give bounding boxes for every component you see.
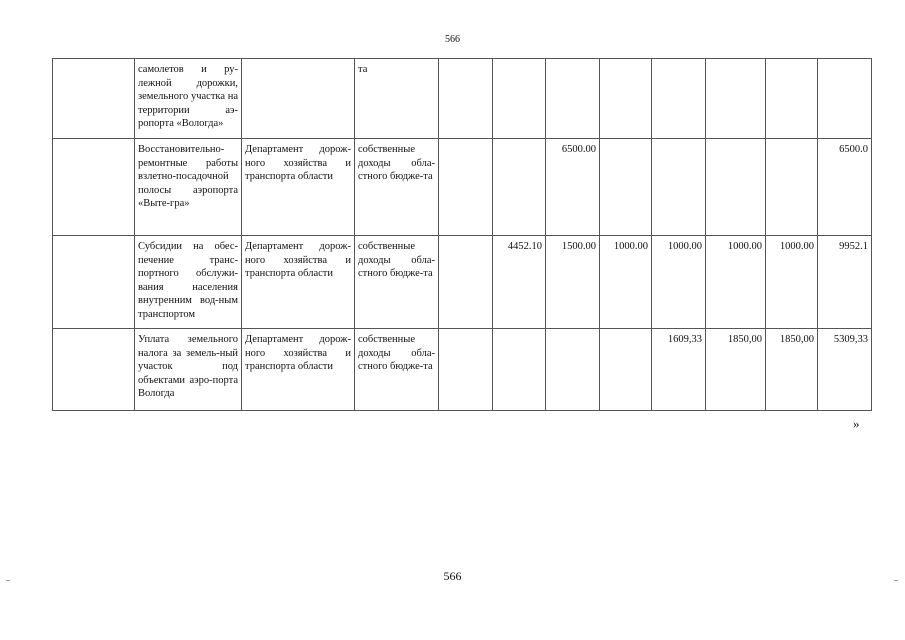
value-cell: 1609,33 bbox=[652, 329, 706, 411]
value-cell bbox=[439, 59, 493, 139]
value-cell bbox=[600, 329, 652, 411]
value-cell bbox=[652, 59, 706, 139]
table-row bbox=[53, 329, 872, 411]
value-cell bbox=[493, 59, 546, 139]
department-cell: Департамент дорож-ного хозяйства и транспорта области bbox=[242, 329, 355, 411]
scan-edge-mark-right bbox=[894, 580, 898, 581]
value-cell bbox=[439, 236, 493, 329]
row-number-cell bbox=[53, 59, 135, 139]
value-cell: 1850,00 bbox=[766, 329, 818, 411]
department-cell: Департамент дорож-ного хозяйства и транспорта области bbox=[242, 139, 355, 236]
page-number-bottom: 566 bbox=[443, 569, 462, 583]
row-number-cell bbox=[53, 329, 135, 411]
measure-name-cell: Уплата земельного налога за земель-ный участок под объектами аэро-порта Вологда bbox=[135, 329, 242, 411]
total-cell: 9952.1 bbox=[818, 236, 872, 329]
closing-quote: » bbox=[853, 416, 860, 431]
value-cell bbox=[546, 329, 600, 411]
value-cell: 1000.00 bbox=[652, 236, 706, 329]
value-cell: 1850,00 bbox=[706, 329, 766, 411]
funding-source-cell: та bbox=[355, 59, 439, 139]
value-cell: 4452.10 bbox=[493, 236, 546, 329]
measure-name-cell: Субсидии на обес-печение транс-портного обслужи-вания населения внутренним вод-ным транспортом bbox=[135, 236, 242, 329]
total-cell: 6500.0 bbox=[818, 139, 872, 236]
row-number-cell bbox=[53, 236, 135, 329]
measure-name-cell: самолетов и ру-лежной дорожки, земельного участка на территории аэ-ропорта «Вологда» bbox=[135, 59, 242, 139]
value-cell bbox=[766, 59, 818, 139]
value-cell bbox=[600, 139, 652, 236]
value-cell: 1500.00 bbox=[546, 236, 600, 329]
value-cell bbox=[493, 139, 546, 236]
table-row bbox=[53, 59, 872, 139]
scan-edge-mark-left bbox=[6, 580, 10, 581]
funding-source-cell: собственные доходы обла-стного бюдже-та bbox=[355, 139, 439, 236]
department-cell: Департамент дорож-ного хозяйства и транспорта области bbox=[242, 236, 355, 329]
value-cell bbox=[493, 329, 546, 411]
row-number-cell bbox=[53, 139, 135, 236]
funding-source-cell: собственные доходы обла-стного бюдже-та bbox=[355, 236, 439, 329]
table-row bbox=[53, 139, 872, 236]
value-cell: 1000.00 bbox=[600, 236, 652, 329]
value-cell: 6500.00 bbox=[546, 139, 600, 236]
table-row bbox=[53, 236, 872, 329]
department-cell bbox=[242, 59, 355, 139]
value-cell bbox=[652, 139, 706, 236]
measure-name-cell: Восстановительно-ремонтные работы взлетно-посадочной полосы аэропорта «Выте-гра» bbox=[135, 139, 242, 236]
total-cell bbox=[818, 59, 872, 139]
budget-table bbox=[52, 58, 872, 411]
value-cell bbox=[600, 59, 652, 139]
total-cell: 5309,33 bbox=[818, 329, 872, 411]
value-cell bbox=[439, 329, 493, 411]
value-cell bbox=[766, 139, 818, 236]
page-number-top: 566 bbox=[445, 34, 460, 45]
value-cell: 1000.00 bbox=[766, 236, 818, 329]
value-cell bbox=[706, 139, 766, 236]
value-cell: 1000.00 bbox=[706, 236, 766, 329]
value-cell bbox=[706, 59, 766, 139]
funding-source-cell: собственные доходы обла-стного бюдже-та bbox=[355, 329, 439, 411]
value-cell bbox=[546, 59, 600, 139]
value-cell bbox=[439, 139, 493, 236]
